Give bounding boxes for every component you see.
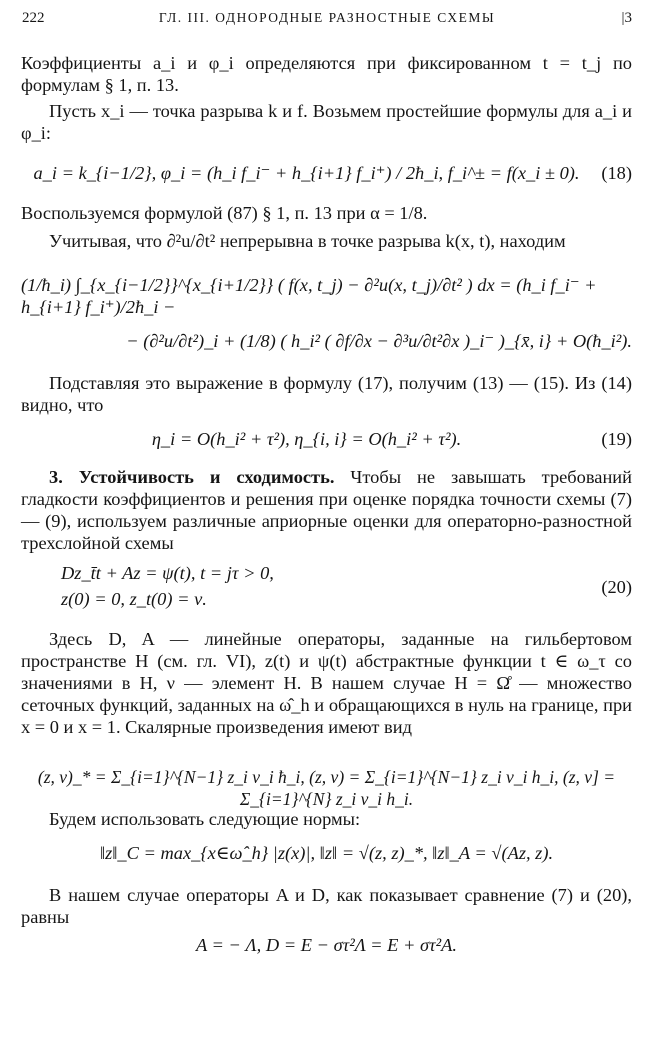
equation-20-line-2: z(0) = 0, z_t(0) = ν.	[61, 589, 207, 609]
norms-body: ‖z‖_C = max_{x∈ω̂_h} |z(x)|, ‖z‖ = √(z, z)_*, ‖z‖_A = √(Az, z).	[99, 843, 554, 863]
equation-19	[21, 418, 632, 458]
paragraph-operators: Здесь D, A — линейные операторы, заданные на гильбертовом пространстве H (см. гл. VI), z(t) и ψ(t) абстрактные функции t ∈ ω_τ со значениями в H, ν — элемент H. В нашем случае H = Ω̊ — множество сеточных функций, заданных на ω̂_h и обращающихся в нуль на границе, при x = 0 и x = 1. Скалярные произведения имеют вид	[21, 629, 632, 737]
paragraph-operators-equal: В нашем случае операторы A и D, как показывает сравнение (7) и (20), равны	[21, 885, 632, 927]
page-body	[21, 52, 632, 964]
integral-line-2-body: − (∂²u/∂t²)_i + (1/8) ( h_i² ( ∂f/∂x − ∂³u/∂t²∂x )_i⁻ )_{x̄, i} + O(ħ_i²).	[126, 331, 632, 351]
equation-20-number: (20)	[601, 577, 632, 597]
scalar-products-body: (z, v)_* = Σ_{i=1}^{N−1} z_i v_i ħ_i, (z, v) = Σ_{i=1}^{N−1} z_i v_i h_i, (z, v] = Σ_{i=1}^{N} z_i v_i h_i.	[37, 767, 616, 809]
equation-integral-line-1	[21, 270, 632, 317]
paragraph-norms: Будем использовать следующие нормы:	[49, 809, 361, 829]
equation-18-body: a_i = k_{i−1/2}, φ_i = (h_i f_i⁻ + h_{i+1} f_i⁺) / 2ħ_i, f_i^± = f(x_i ± 0).	[33, 163, 580, 183]
paragraph-discontinuity: Пусть x_i — точка разрыва k и f. Возьмем простейшие формулы для a_i и φ_i:	[21, 101, 632, 143]
paragraph-coefficients: Коэффициенты a_i и φ_i определяются при фиксированном t = t_j по формулам § 1, п. 13.	[21, 53, 632, 95]
equation-19-body: η_i = O(h_i² + τ²), η_{i, i} = O(h_i² + τ²).	[151, 429, 462, 449]
operators-body: A = − Λ, D = E − στ²Λ = E + στ²A.	[196, 935, 457, 955]
equation-18-number: (18)	[601, 163, 632, 183]
running-header	[22, 10, 632, 30]
section-3-heading: 3. Устойчивость и сходимость.	[49, 467, 335, 487]
paragraph-substitution: Подставляя это выражение в формулу (17), получим (13) — (15). Из (14) видно, что	[21, 373, 632, 415]
equation-norms	[21, 832, 632, 876]
equation-20	[21, 560, 632, 614]
equation-20-line-1: Dz_t̄t + Az = ψ(t), t = jτ > 0,	[61, 563, 274, 583]
page-number: 222	[22, 10, 45, 26]
equation-scalar-products	[21, 756, 632, 809]
paragraph-formula-87: Воспользуемся формулой (87) § 1, п. 13 при α = 1/8.	[21, 203, 428, 223]
section-mark: |3	[621, 10, 632, 26]
equation-19-number: (19)	[601, 429, 632, 449]
paragraph-stability-text: Чтобы не завышать требований гладкости коэффициентов и решения при оценке порядка точности схемы (7) — (9), используем различные априорные оценки для операторно-разностной трехслойной схемы	[21, 467, 632, 553]
paragraph-stability	[21, 466, 632, 554]
running-title: ГЛ. III. ОДНОРОДНЫЕ РАЗНОСТНЫЕ СХЕМЫ	[158, 10, 496, 25]
paragraph-continuity: Учитывая, что ∂²u/∂t² непрерывна в точке разрыва k(x, t), находим	[49, 231, 566, 251]
equation-operators	[21, 928, 632, 964]
equation-integral-line-2	[21, 326, 632, 360]
equation-18	[21, 152, 632, 198]
integral-line-1-body: (1/ħ_i) ∫_{x_{i−1/2}}^{x_{i+1/2}} ( f(x, t_j) − ∂²u(x, t_j)/∂t² ) dx = (h_i f_i⁻ + h_{i+1} f_i⁺)/2ħ_i −	[21, 275, 597, 317]
